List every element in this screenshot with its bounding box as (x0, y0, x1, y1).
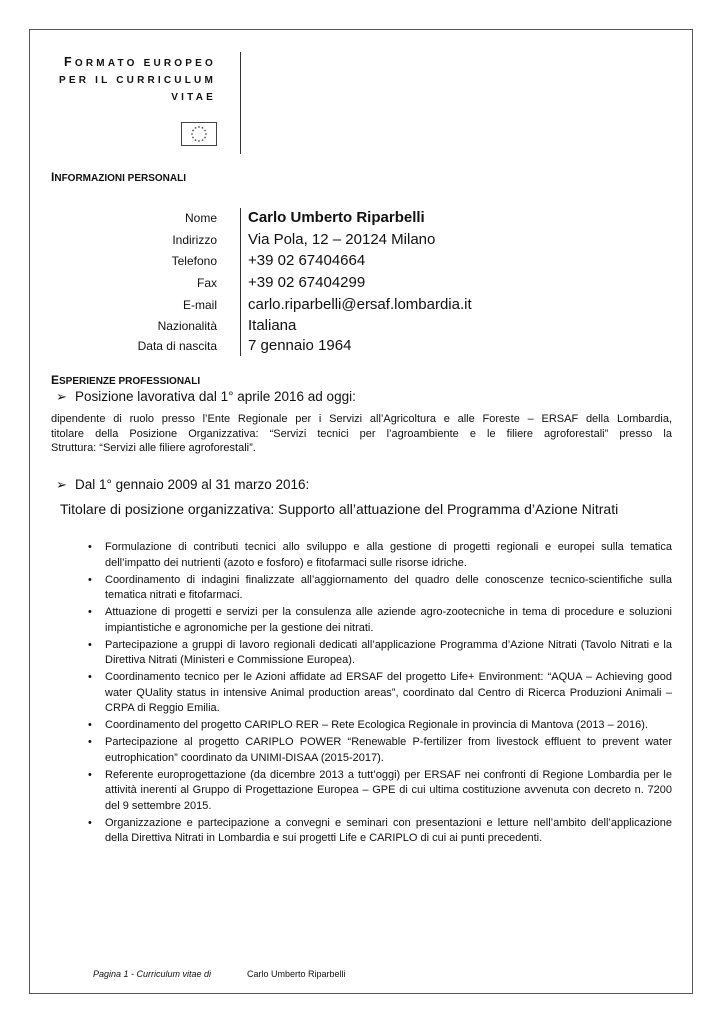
email-value[interactable]: carlo.riparbelli@ersaf.lombardia.it (248, 296, 472, 313)
list-item: • Partecipazione al progetto CARIPLO POWER “Renewable P-fertilizer from livestock effluent to prevent water eutrophication” coordinato da UNIMI-DISAA (2015-2017). (88, 736, 672, 764)
header-divider-line (240, 52, 241, 154)
list-item: • Formulazione di contributi tecnici allo sviluppo e alla gestione di progetti regionali e europei sulla tematica dell’impatto dei nutrienti (azoto e fosforo) e fitofarmaci sulle risorse idriche. (88, 541, 672, 569)
header-title-line-3: VITAE (171, 92, 216, 103)
list-item: • Organizzazione e partecipazione a convegni e seminari con presentazioni e letture nell’ambito dell’applicazione della Direttiva Nitrati in Lombardia e sui progetti Life e CARIPLO di cui ai punti precedenti. (88, 816, 672, 844)
personal-info-heading: INFORMAZIONI PERSONALI (51, 170, 187, 184)
list-item: • Partecipazione a gruppi di lavoro regionali dedicati all’applicazione Programma d’Azione Nitrati (Tavolo Nitrati e la Direttiva Nitrati (Ministeri e Commissione Europea). (88, 638, 672, 666)
bullet-icon: • (88, 736, 92, 748)
fax-label: Fax (196, 276, 217, 290)
position-1-description: dipendente di ruolo presso l’Ente Regionale per i Servizi all’Agricoltura e alle Foreste – ERSAF della Lombardia, titolare della Posizione Organizzativa: “Servizi tecnici per l’agroambiente e le filiere agroforestali” presso la Struttura: “Servizi alle filiere agroforestali”. (51, 413, 672, 454)
list-item: • Referente europrogettazione (da dicembre 2013 a tutt’oggi) per ERSAF nei confronti di Regione Lombardia per le attività inerenti al Gruppo di Progettazione Europea – GPE di cui ultima costituzione avvenuta con decreto n. 7200 del 9 settembre 2015. (88, 768, 672, 812)
header-title-line-1: FORMATO EUROPEO (64, 55, 216, 69)
arrow-right-icon: ➢ (56, 389, 67, 404)
bullet-icon: • (88, 638, 92, 651)
footer-author-name: Carlo Umberto Riparbelli (247, 969, 346, 979)
name-value: Carlo Umberto Riparbelli (248, 209, 425, 226)
bullet-icon: • (88, 573, 92, 586)
position-2-title: Titolare di posizione organizzativa: Supporto all’attuazione del Programma d’Azione Nitrati (60, 501, 619, 517)
nationality-value: Italiana (248, 317, 297, 334)
list-item: • Coordinamento di indagini finalizzate all’aggiornamento del quadro delle conoscenze tecnico-scientifiche sulla tematica nitrati e fitofarmaci. (88, 573, 672, 601)
name-label: Nome (184, 211, 217, 225)
birthdate-label: Data di nascita (137, 339, 217, 353)
bullet-icon: • (88, 816, 92, 829)
list-item: • Attuazione di progetti e servizi per la consulenza alle aziende agro-zootecniche in tema di procedure e soluzioni impiantistiche e agronomiche per la gestione dei nitrati. (88, 606, 672, 634)
footer-page-label: Pagina 1 - Curriculum vitae di (93, 969, 212, 979)
header-title-line-2: PER IL CURRICULUM (59, 75, 216, 86)
bullet-icon: • (88, 768, 92, 781)
arrow-right-icon: ➢ (56, 477, 67, 492)
phone-value: +39 02 67404664 (248, 252, 366, 269)
address-label: Indirizzo (172, 233, 217, 247)
experience-heading: ESPERIENZE PROFESSIONALI (51, 373, 201, 387)
bullet-icon: • (88, 719, 92, 731)
address-value: Via Pola, 12 – 20124 Milano (248, 231, 436, 248)
phone-label: Telefono (171, 254, 217, 268)
birthdate-value: 7 gennaio 1964 (248, 337, 352, 354)
email-label: E-mail (182, 298, 217, 312)
bullet-icon: • (88, 541, 92, 553)
fax-value: +39 02 67404299 (248, 274, 366, 291)
position-2-heading: ➢ Dal 1° gennaio 2009 al 31 marzo 2016: (56, 477, 310, 492)
nationality-label: Nazionalità (157, 319, 217, 333)
personal-info-divider-line (240, 208, 241, 356)
bullet-icon: • (88, 606, 92, 618)
list-item: • Coordinamento tecnico per le Azioni affidate ad ERSAF del progetto Life+ Environment: “AQUA – Achieving good water QUality status in intensive Animal production areas”, coordinato dal Centro di Ricerca Produzioni Animali – CRPA di Reggio Emilia. (88, 671, 672, 714)
position-1-heading: ➢ Posizione lavorativa dal 1° aprile 2016 ad oggi: (56, 389, 356, 404)
eu-flag-icon (181, 122, 217, 146)
list-item: • Coordinamento del progetto CARIPLO RER – Rete Ecologica Regionale in provincia di Mantova (2013 – 2016). (86, 718, 672, 734)
responsibilities-list (86, 540, 672, 848)
bullet-icon: • (88, 671, 92, 683)
